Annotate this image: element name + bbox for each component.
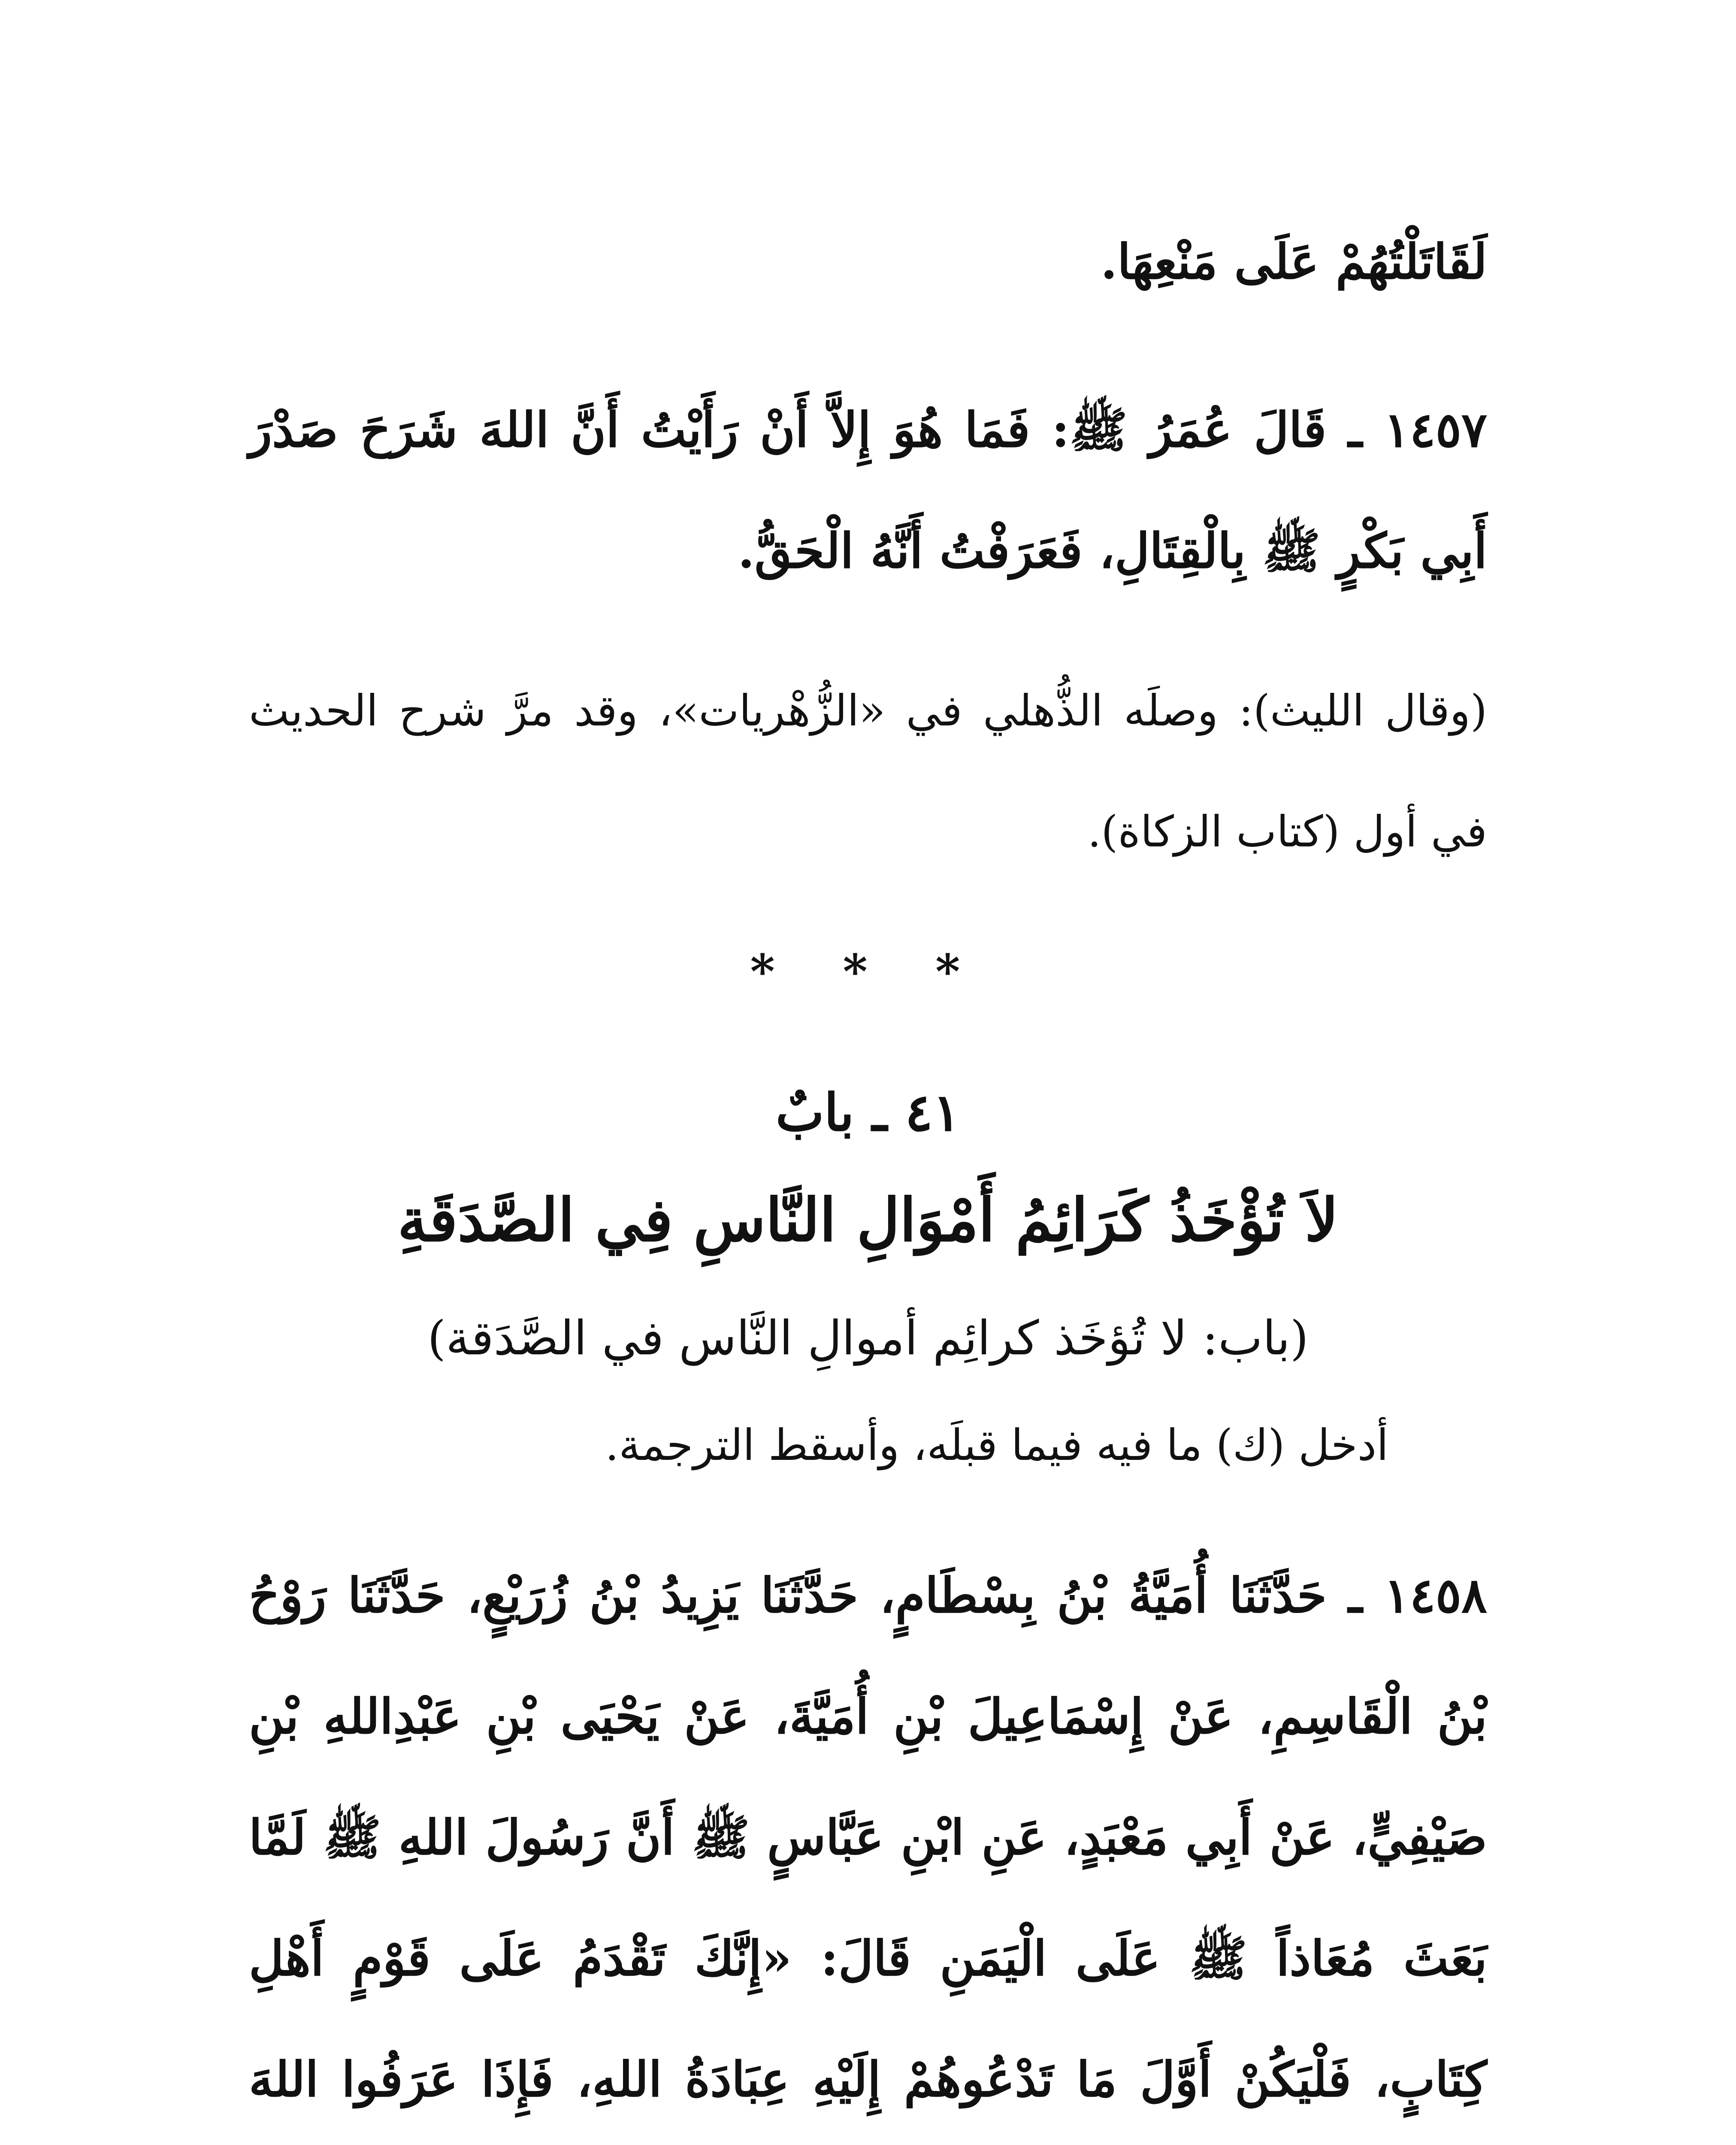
chapter-number: ٤١ ـ بابٌ — [775, 1082, 961, 1143]
commentary-1457: (وقال الليث): وصلَه الذُّهلي في «الزُّهْريات»، وقد مرَّ شرح الحديث في أول (كتاب الزكاة). — [249, 686, 1487, 857]
hadith-1458: ١٤٥٨ ـ حَدَّثَنَا أُمَيَّةُ بْنُ بِسْطَامٍ، حَدَّثَنَا يَزِيدُ بْنُ زُرَيْعٍ، حَدَّثَنَا رَوْحُ بْنُ الْقَاسِمِ، عَنْ إِسْمَاعِيلَ بْنِ أُمَيَّةَ، عَنْ يَحْيَى بْنِ عَبْدِاللهِ بْنِ صَيْفِيٍّ، عَنْ أَبِي مَعْبَدٍ، عَنِ ابْنِ عَبَّاسٍ ﷺ أَنَّ رَسُولَ اللهِ ﷺ لَمَّا بَعَثَ مُعَاذاً ﷺ عَلَى الْيَمَنِ قَالَ: «إِنَّكَ تَقْدَمُ عَلَى قَوْمٍ أَهْلِ كِتَابٍ، فَلْيَكُنْ أَوَّلَ مَا تَدْعُوهُمْ إِلَيْهِ عِبَادَةُ اللهِ، فَإِذَا عَرَفُوا اللهَ — [249, 1568, 1487, 2108]
hadith-1457: ١٤٥٧ ـ قَالَ عُمَرُ ﷺ: فَمَا هُوَ إِلاَّ أَنْ رَأَيْتُ أَنَّ اللهَ شَرَحَ صَدْرَ أَبِي بَكْرٍ ﷺ بِالْقِتَالِ، فَعَرَفْتُ أَنَّهُ الْحَقُّ. — [249, 402, 1487, 579]
chapter-reference: (باب: لا تُؤخَذ كرائِم أموالِ النَّاس في الصَّدَقة) — [427, 1311, 1309, 1366]
section-separator: * * * — [750, 944, 986, 999]
chapter-note: أدخل (ك) ما فيه فيما قبلَه، وأسقط الترجمة. — [605, 1420, 1388, 1470]
chapter-title: لاَ تُؤْخَذُ كَرَائِمُ أَمْوَالِ النَّاسِ فِي الصَّدَقَةِ — [397, 1185, 1339, 1255]
hadith-continuation: لَقَاتَلْتُهُمْ عَلَى مَنْعِهَا. — [1101, 234, 1487, 290]
